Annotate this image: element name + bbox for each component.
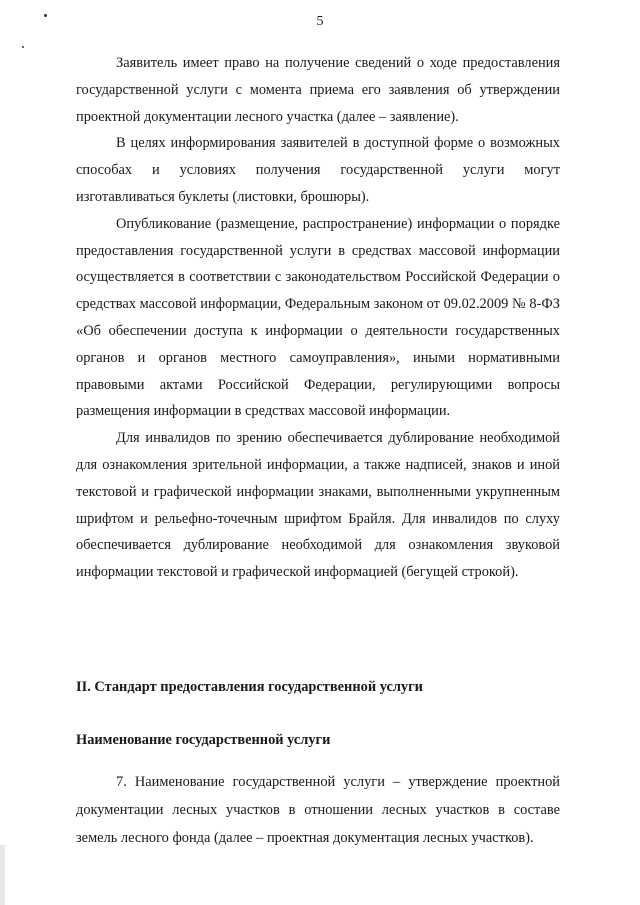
- item-7-block: [76, 768, 560, 852]
- page-number: 5: [316, 14, 324, 29]
- subsection-title: Наименование государственной услуги: [76, 731, 331, 748]
- section-title: II. Стандарт предоставления государственной услуги: [76, 678, 423, 695]
- paragraph-1: Заявитель имеет право на получение сведений о ходе предоставления государственной услуги с момента приема его заявления об утверждении проектной документации лесного участка (далее – заявление).: [76, 55, 560, 125]
- scan-dot: [22, 46, 24, 48]
- paragraph-3: Опубликование (размещение, распространение) информации о порядке предоставления государственной услуги в средствах массовой информации осуществляется в соответствии с законодательством Российской Федерации о средствах массовой информации, Федеральным законом от 09.02.2009 № 8-ФЗ «Об обеспечении доступа к информации о деятельности государственных органов и органов местного самоуправления», иными нормативными правовыми актами Российской Федерации, регулирующими вопросы размещения информации в средствах массовой информации.: [76, 215, 560, 420]
- paragraph-item-7: 7. Наименование государственной услуги – утверждение проектной документации лесных участков в отношении лесных участков в составе земель лесного фонда (далее – проектная документация лесных участков).: [76, 774, 560, 846]
- scan-edge-shadow: [0, 845, 5, 905]
- paragraph-2: В целях информирования заявителей в доступной форме о возможных способах и условиях получения государственной услуги могут изготавливаться буклеты (листовки, брошюры).: [76, 135, 560, 205]
- paragraph-4: Для инвалидов по зрению обеспечивается дублирование необходимой для ознакомления зрительной информации, а также надписей, знаков и иной текстовой и графической информации знаками, выполненными укрупненным шрифтом и рельефно-точечным шрифтом Брайля. Для инвалидов по слуху обеспечивается дублирование необходимой для ознакомления звуковой информации текстовой и графической информацией (бегущей строкой).: [76, 430, 560, 581]
- body-text: [76, 50, 560, 586]
